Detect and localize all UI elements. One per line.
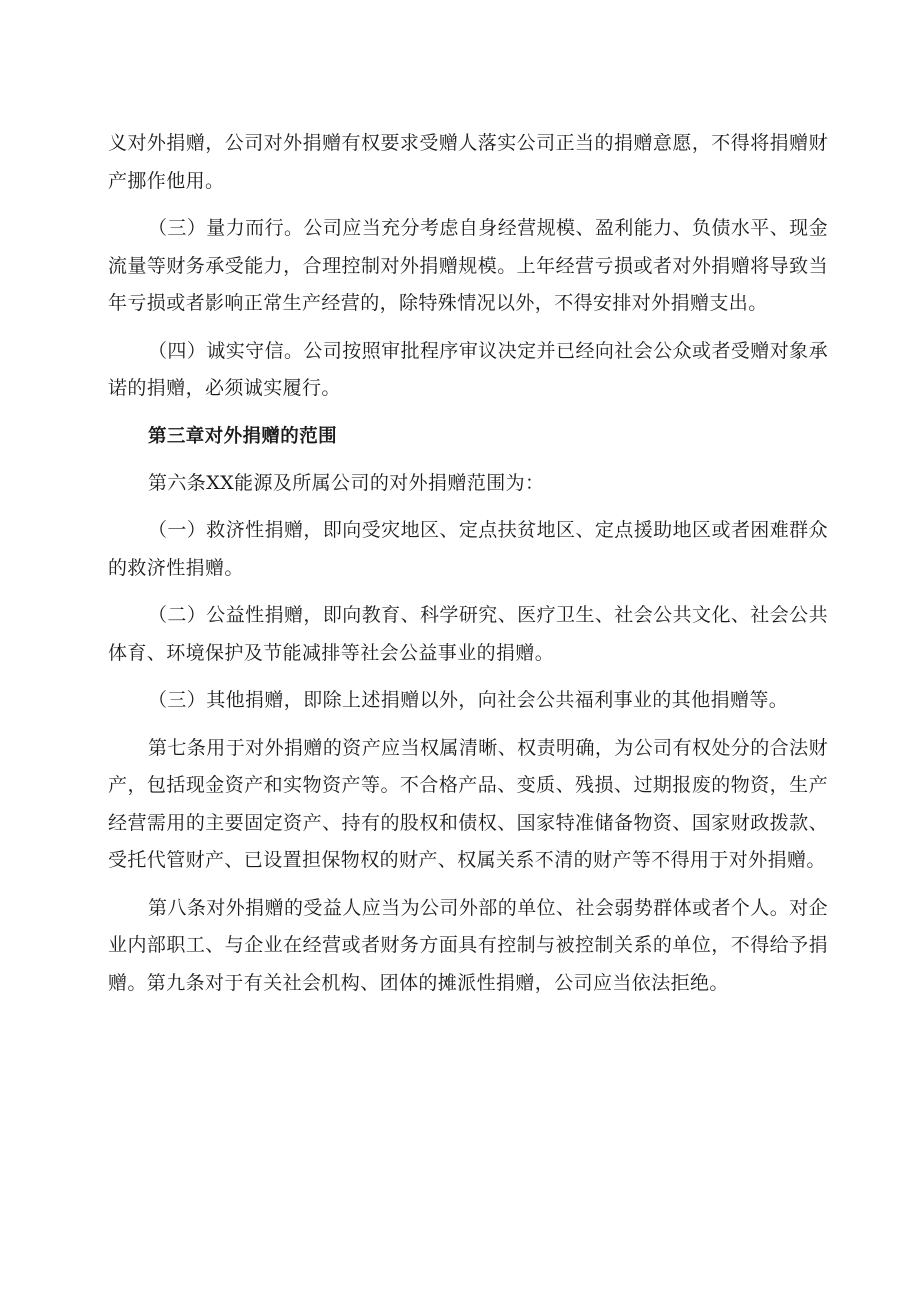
paragraph-scope-2: （二）公益性捐赠，即向教育、科学研究、医疗卫生、社会公共文化、社会公共体育、环境保护及节能减排等社会公益事业的捐赠。	[108, 604, 828, 664]
paragraph-principle-3: （三）量力而行。公司应当充分考虑自身经营规模、盈利能力、负债水平、现金流量等财务承受能力，合理控制对外捐赠规模。上年经营亏损或者对外捐赠将导致当年亏损或者影响正常生产经营的，除特殊情况以外，不得安排对外捐赠支出。	[108, 216, 828, 315]
paragraph-scope-1: （一）救济性捐赠，即向受灾地区、定点扶贫地区、定点援助地区或者困难群众的救济性捐赠。	[108, 519, 828, 579]
paragraph-principle-4: （四）诚实守信。公司按照审批程序审议决定并已经向社会公众或者受赠对象承诺的捐赠，必须诚实履行。	[108, 339, 828, 400]
paragraph-article-6: 第六条XX能源及所属公司的对外捐赠范围为：	[148, 471, 545, 494]
document-body	[108, 125, 828, 1012]
paragraph-article-7: 第七条用于对外捐赠的资产应当权属清晰、权责明确，为公司有权处分的合法财产，包括现金资产和实物资产等。不合格产品、变质、残损、过期报废的物资，生产经营需用的主要固定资产、持有的股权和债权、国家特准储备物资、国家财政拨款、受托代管财产、已设置担保物权的财产、权属关系不清的财产等不得用于对外捐赠。	[108, 736, 828, 872]
paragraph-scope-3: （三）其他捐赠，即除上述捐赠以外，向社会公共福利事业的其他捐赠等。	[148, 689, 789, 712]
chapter-heading: 第三章对外捐赠的范围	[148, 425, 338, 447]
paragraph-article-8-9: 第八条对外捐赠的受益人应当为公司外部的单位、社会弱势群体或者个人。对企业内部职工、与企业在经营或者财务方面具有控制与被控制关系的单位，不得给予捐赠。第九条对于有关社会机构、团体的摊派性捐赠，公司应当依法拒绝。	[108, 896, 828, 995]
paragraph-continuation: 义对外捐赠，公司对外捐赠有权要求受赠人落实公司正当的捐赠意愿，不得将捐赠财产挪作他用。	[108, 132, 828, 192]
